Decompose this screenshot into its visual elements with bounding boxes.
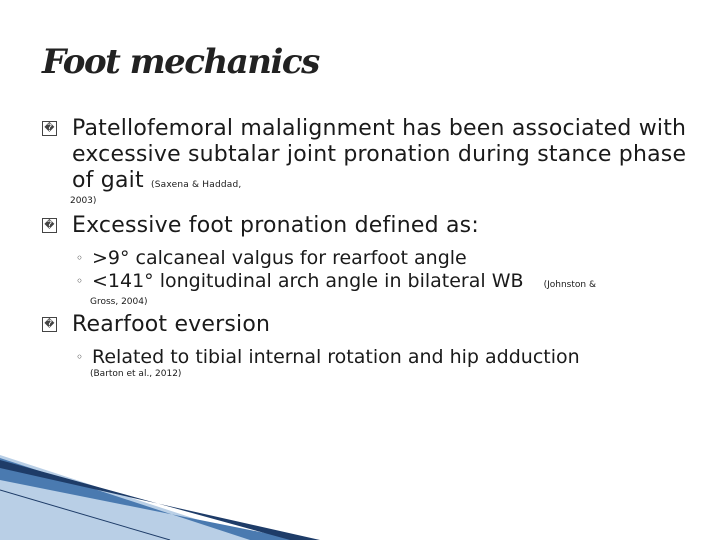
sub-bullet-arch-angle xyxy=(42,270,702,297)
slide-title: Foot mechanics xyxy=(42,42,319,82)
sub-bullet-calcaneal xyxy=(42,247,702,270)
bullet-text: Excessive foot pronation defined as: xyxy=(72,213,479,238)
bullet-box-icon: � xyxy=(42,317,57,332)
sub-bullet-circle-icon: ◦ xyxy=(76,350,84,364)
sub-bullet-text: <141° longitudinal arch angle in bilateral WB xyxy=(92,270,524,292)
citation-wrap: 2003) xyxy=(70,196,97,206)
citation: (Johnston & xyxy=(543,280,596,290)
bullet-excessive-pronation xyxy=(42,213,702,239)
citation-wrap: Gross, 2004) xyxy=(90,297,148,307)
sub-bullet-tibial-rotation xyxy=(42,346,702,369)
decorative-swoosh xyxy=(0,440,720,540)
bullet-patellofemoral xyxy=(42,116,702,194)
slide-content xyxy=(42,116,702,380)
sub-bullet-text: >9° calcaneal valgus for rearfoot angle xyxy=(92,247,467,269)
sub-bullet-circle-icon: ◦ xyxy=(76,251,84,265)
citation: (Saxena & Haddad, xyxy=(151,180,242,190)
sub-bullet-text: Related to tibial internal rotation and hip adduction xyxy=(92,346,580,368)
bullet-box-icon: � xyxy=(42,121,57,136)
bullet-text: Rearfoot eversion xyxy=(72,312,271,337)
bullet-text: Patellofemoral malalignment has been associated with excessive subtalar joint pronation during stance phase of gait xyxy=(72,116,687,193)
sub-bullet-circle-icon: ◦ xyxy=(76,274,84,288)
bullet-rearfoot-eversion xyxy=(42,312,702,338)
bullet-box-icon: � xyxy=(42,218,57,233)
citation-wrap: (Barton et al., 2012) xyxy=(90,369,182,379)
